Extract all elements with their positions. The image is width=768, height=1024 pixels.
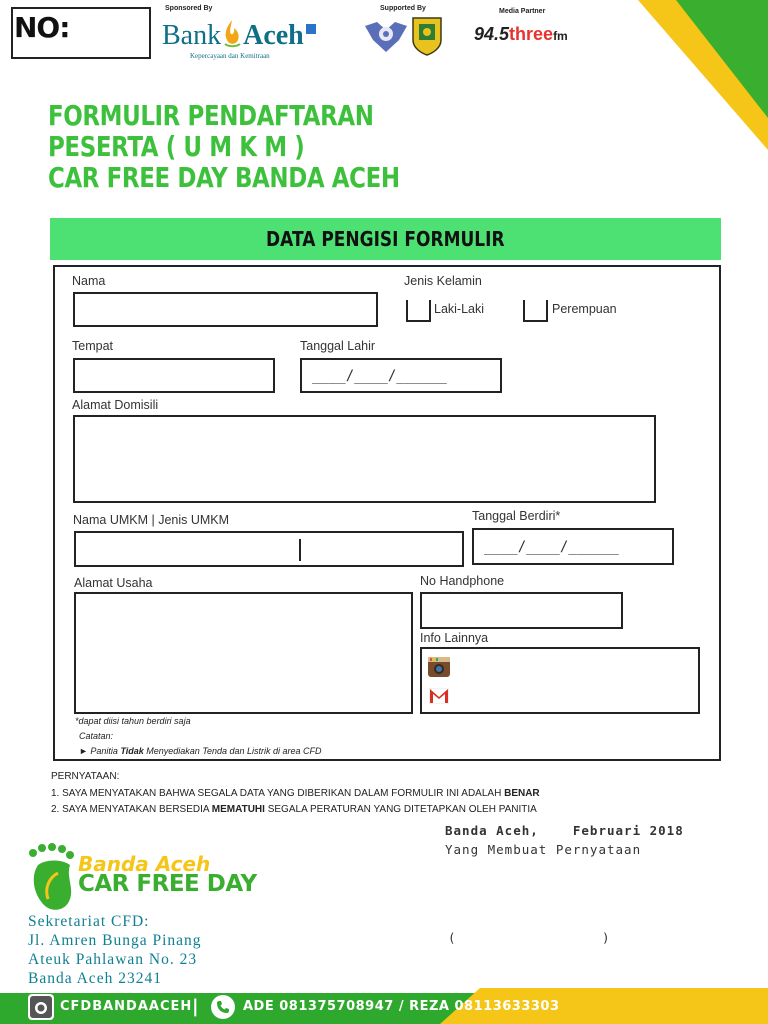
tanggal-berdiri-placeholder: ____/____/______ xyxy=(484,539,619,555)
bank-name-1: Bank xyxy=(162,20,222,51)
form-title xyxy=(48,100,400,193)
footer-whatsapp-icon xyxy=(210,994,236,1020)
signature-paren-close: ) xyxy=(602,930,611,945)
bank-tagline: Kepercayaan dan Kemitraan xyxy=(190,52,270,60)
tanggal-lahir-placeholder: ____/____/______ xyxy=(312,368,447,384)
section-header xyxy=(50,218,721,260)
nama-umkm-label: Nama UMKM | Jenis UMKM xyxy=(73,513,230,527)
laki-laki-label: Laki-Laki xyxy=(434,302,485,316)
perempuan-label: Perempuan xyxy=(552,302,617,316)
address-line-4: Banda Aceh 23241 xyxy=(28,970,162,987)
cfd-logo-banda-aceh: Banda Aceh xyxy=(78,852,211,876)
supported-by-label: Supported By xyxy=(380,5,426,12)
no-handphone-input[interactable] xyxy=(420,592,623,629)
address-line-3: Ateuk Pahlawan No. 23 xyxy=(28,951,198,968)
catatan-label: Catatan: xyxy=(79,731,114,741)
alamat-usaha-input[interactable] xyxy=(74,592,413,714)
radio-logo xyxy=(474,24,568,45)
cfd-logo-car-free-day: CAR FREE DAY xyxy=(78,871,257,897)
footer-instagram-handle: CFDBANDAACEH xyxy=(60,999,193,1014)
radio-fm: fm xyxy=(553,29,568,43)
media-partner-label: Media Partner xyxy=(499,8,546,15)
title-line-3: CAR FREE DAY BANDA ACEH xyxy=(48,161,400,194)
nama-umkm-input[interactable] xyxy=(74,531,464,567)
umkm-divider xyxy=(299,539,301,561)
tempat-label: Tempat xyxy=(72,339,113,353)
statement-item-1: 1. SAYA MENYATAKAN BAHWA SEGALA DATA YANG DIBERIKAN DALAM FORMULIR INI ADALAH BENAR xyxy=(51,788,540,799)
flame-icon xyxy=(221,18,243,48)
bank-aceh-logo xyxy=(162,18,316,52)
perempuan-checkbox[interactable] xyxy=(523,300,548,322)
bank-badge-icon xyxy=(306,24,316,34)
address-line-1: Sekretariat CFD: xyxy=(28,913,150,930)
info-lainnya-label: Info Lainnya xyxy=(420,631,489,645)
no-handphone-label: No Handphone xyxy=(420,574,505,588)
tanggal-lahir-label: Tanggal Lahir xyxy=(300,339,376,353)
statement-item-2: 2. SAYA MENYATAKAN BERSEDIA MEMATUHI SEGALA PERATURAN YANG DITETAPKAN OLEH PANITIA xyxy=(51,804,537,815)
footer-instagram-icon xyxy=(28,994,54,1020)
nama-input[interactable] xyxy=(73,292,378,327)
tanggal-berdiri-label: Tanggal Berdiri* xyxy=(472,509,561,523)
title-line-2: PESERTA ( U M K M ) xyxy=(48,130,305,163)
panitia-note: ► Panitia Tidak Menyediakan Tenda dan Listrik di area CFD xyxy=(79,746,322,756)
secretariat-address xyxy=(28,912,202,988)
place-date: Banda Aceh, Februari 2018 xyxy=(445,823,684,838)
radio-frequency: 94.5 xyxy=(474,24,510,44)
bank-name-2: Aceh xyxy=(243,20,304,51)
number-label: NO: xyxy=(14,11,70,44)
footnote: *dapat diisi tahun berdiri saja xyxy=(75,716,191,726)
alamat-domisili-label: Alamat Domisili xyxy=(72,398,159,412)
footprint-logo-icon xyxy=(26,843,82,915)
info-lainnya-input[interactable] xyxy=(420,647,700,714)
statement-maker-label: Yang Membuat Pernyataan xyxy=(445,842,642,857)
instagram-icon xyxy=(428,657,450,677)
footer-contact: ADE 081375708947 / REZA 08113633303 xyxy=(243,999,560,1014)
tempat-input[interactable] xyxy=(73,358,275,393)
tanggal-berdiri-input[interactable] xyxy=(472,528,674,565)
section-title: DATA PENGISI FORMULIR xyxy=(266,227,505,251)
police-emblem-icon xyxy=(363,16,409,56)
signature-paren-open: ( xyxy=(448,930,457,945)
sponsored-by-label: Sponsored By xyxy=(165,5,213,12)
footer-separator: | xyxy=(192,996,200,1017)
laki-laki-checkbox[interactable] xyxy=(406,300,431,322)
nama-label: Nama xyxy=(72,274,106,288)
aceh-emblem-icon xyxy=(411,16,443,56)
tanggal-lahir-input[interactable] xyxy=(300,358,502,393)
radio-name: three xyxy=(509,24,554,44)
corner-decoration xyxy=(578,0,768,150)
gmail-icon xyxy=(429,688,449,704)
alamat-domisili-input[interactable] xyxy=(73,415,656,503)
title-line-1: FORMULIR PENDAFTARAN xyxy=(48,99,374,132)
alamat-usaha-label: Alamat Usaha xyxy=(74,576,153,590)
jenis-kelamin-label: Jenis Kelamin xyxy=(404,274,482,288)
statement-heading: PERNYATAAN: xyxy=(51,771,120,782)
address-line-2: Jl. Amren Bunga Pinang xyxy=(28,932,202,949)
